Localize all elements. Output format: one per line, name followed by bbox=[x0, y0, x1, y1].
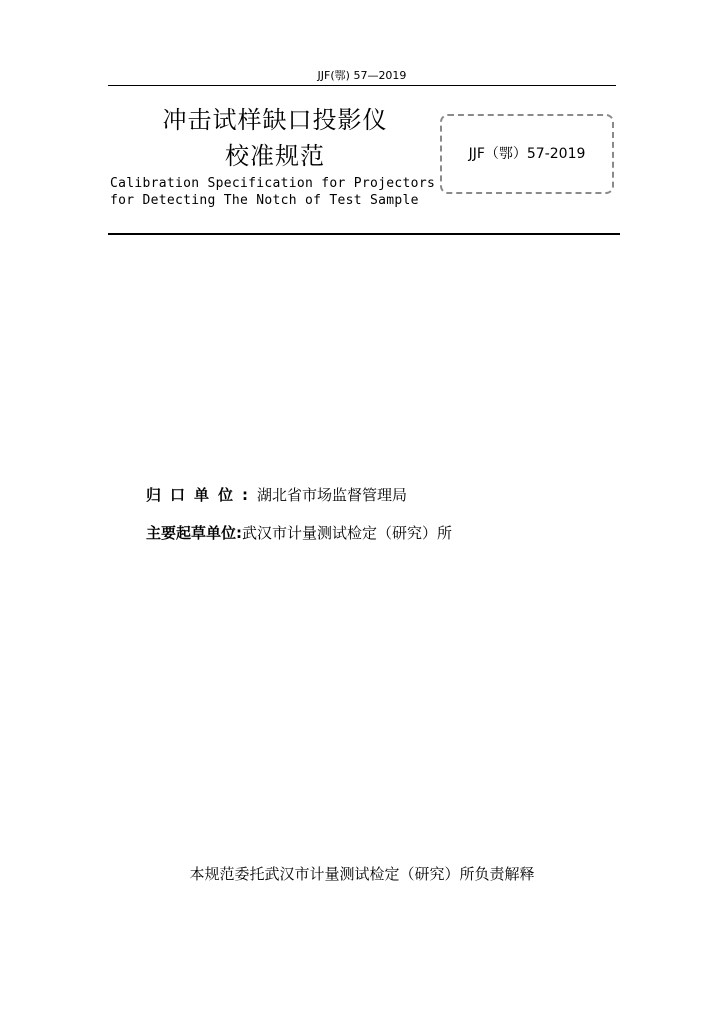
drafting-unit-label: 主要起草单位: bbox=[146, 524, 242, 542]
running-header: JJF(鄂) 57—2019 bbox=[108, 67, 616, 86]
responsible-unit-label: 归口单位: bbox=[146, 486, 257, 504]
title-chinese-line2: 校准规范 bbox=[225, 142, 325, 170]
drafting-unit-row bbox=[146, 522, 452, 544]
title-english-line1: Calibration Specification for Projectors bbox=[110, 176, 436, 191]
drafting-unit-value: 武汉市计量测试检定（研究）所 bbox=[242, 524, 453, 542]
title-divider bbox=[108, 233, 620, 235]
interpretation-note: 本规范委托武汉市计量测试检定（研究）所负责解释 bbox=[189, 865, 535, 883]
standard-code-box-text: JJF（鄂）57-2019 bbox=[468, 146, 586, 162]
responsible-unit-row bbox=[146, 484, 407, 506]
responsible-unit-value: 湖北省市场监督管理局 bbox=[257, 486, 408, 504]
title-chinese-line1: 冲击试样缺口投影仪 bbox=[162, 106, 388, 134]
title-english-line2: for Detecting The Notch of Test Sample bbox=[110, 193, 419, 208]
